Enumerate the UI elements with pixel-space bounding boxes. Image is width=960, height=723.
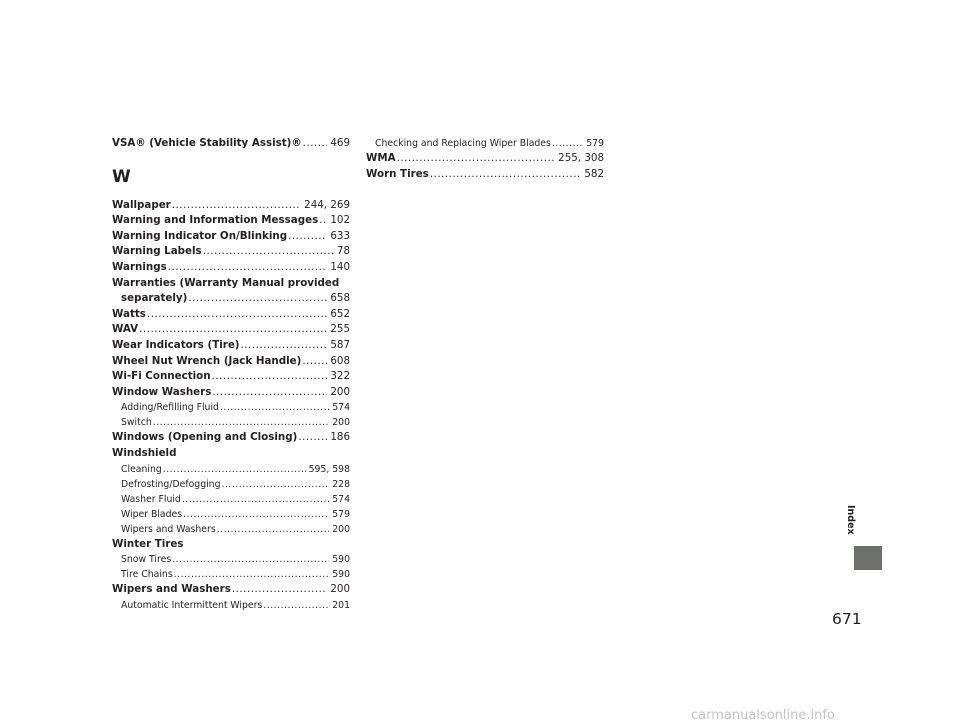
index-subentry <box>112 507 350 522</box>
entry-label: Wear Indicators (Tire) <box>112 338 240 351</box>
index-entry <box>366 167 604 183</box>
index-entry-vsa <box>112 136 350 152</box>
entry-pages: 574 <box>332 402 350 414</box>
index-entry <box>112 430 350 446</box>
entry-label: WAV <box>112 323 139 336</box>
dot-leader <box>183 507 329 522</box>
entry-label: Adding/Refilling Fluid <box>121 402 219 414</box>
dot-leader <box>220 400 329 415</box>
dot-leader <box>221 477 329 492</box>
index-entry-windshield: Windshield <box>112 446 177 459</box>
index-subentry <box>112 400 350 415</box>
dot-leader <box>182 492 329 507</box>
index-column-right <box>366 136 604 182</box>
entry-label: Windows (Opening and Closing) <box>112 431 298 444</box>
entry-label: Worn Tires <box>366 167 429 180</box>
entry-label: Checking and Replacing Wiper Blades <box>375 138 551 149</box>
dot-leader <box>298 430 327 446</box>
dot-leader <box>397 151 556 167</box>
dot-leader <box>303 136 328 152</box>
entry-label: Warning and Information Messages <box>112 214 319 227</box>
entry-label: Warnings <box>112 260 167 273</box>
index-column-left <box>112 136 350 613</box>
index-entry <box>112 369 350 385</box>
index-subentry <box>112 567 350 582</box>
entry-pages: 200 <box>332 417 350 429</box>
dot-leader <box>552 136 583 151</box>
entry-label: separately) <box>121 292 188 305</box>
dot-leader <box>212 369 328 385</box>
index-side-tab[interactable] <box>854 546 882 570</box>
entry-label: VSA® (Vehicle Stability Assist)® <box>112 137 302 149</box>
dot-leader <box>163 462 306 477</box>
dot-leader <box>153 415 330 430</box>
watermark: carmanualsonline.info <box>691 708 835 723</box>
entry-pages: 579 <box>332 508 350 520</box>
dot-leader <box>174 567 330 582</box>
dot-leader <box>263 598 329 613</box>
entry-label: Automatic Intermittent Wipers <box>121 599 263 611</box>
entry-pages: 579 <box>586 138 604 149</box>
entry-label: Wipers and Washers <box>121 523 216 535</box>
entry-label: Tire Chains <box>121 569 173 581</box>
entry-label: Warning Indicator On/Blinking <box>112 229 288 242</box>
entry-pages: 78 <box>336 245 350 258</box>
index-entry <box>112 229 350 245</box>
index-subentry <box>112 522 350 537</box>
index-subentry <box>112 492 350 507</box>
entry-pages: 140 <box>330 260 350 273</box>
index-subentry <box>112 598 350 613</box>
entry-pages: 595, 598 <box>308 463 350 475</box>
index-entry <box>112 385 350 401</box>
index-entry <box>112 244 350 260</box>
entry-label: Window Washers <box>112 385 212 398</box>
index-entry <box>112 338 350 354</box>
entry-pages: 200 <box>332 523 350 535</box>
entry-pages: 244, 269 <box>304 198 350 211</box>
index-entry <box>366 151 604 167</box>
entry-pages: 201 <box>332 599 350 611</box>
entry-pages: 200 <box>330 583 350 596</box>
index-subentry <box>112 552 350 567</box>
entry-label: Wheel Nut Wrench (Jack Handle) <box>112 354 302 367</box>
index-entry <box>112 198 350 214</box>
index-side-tab-label[interactable]: Index <box>845 505 856 535</box>
index-subentry <box>112 462 350 477</box>
entry-pages: 574 <box>332 493 350 505</box>
index-entry <box>112 354 350 370</box>
index-entry <box>112 582 350 598</box>
dot-leader <box>188 291 327 307</box>
index-entry <box>112 260 350 276</box>
dot-leader <box>139 322 327 338</box>
dot-leader <box>319 213 327 229</box>
dot-leader <box>217 522 330 537</box>
entry-pages: 228 <box>332 478 350 490</box>
entry-label: WMA <box>366 152 396 164</box>
entry-label: Wi-Fi Connection <box>112 370 211 383</box>
index-entry <box>112 322 350 338</box>
entry-pages: 255, 308 <box>558 152 604 164</box>
index-entry-warranties-line1: Warranties (Warranty Manual provided <box>112 276 340 289</box>
dot-leader <box>232 582 327 598</box>
dot-leader <box>172 552 329 567</box>
index-entry-warranties-line2 <box>112 291 350 307</box>
entry-label: Wallpaper <box>112 198 171 211</box>
entry-label: Watts <box>112 307 146 320</box>
entry-pages: 200 <box>330 385 350 398</box>
index-entry <box>112 307 350 323</box>
entry-pages: 590 <box>332 554 350 566</box>
dot-leader <box>172 198 301 214</box>
entry-pages: 582 <box>584 167 604 180</box>
dot-leader <box>241 338 328 354</box>
entry-pages: 658 <box>330 292 350 305</box>
entry-label: Snow Tires <box>121 554 172 566</box>
entry-pages: 102 <box>330 214 350 227</box>
index-entry <box>112 213 350 229</box>
entry-pages: 633 <box>330 229 350 242</box>
entry-pages: 652 <box>330 307 350 320</box>
page-number: 671 <box>832 610 862 628</box>
entry-pages: 255 <box>330 323 350 336</box>
dot-leader <box>203 244 334 260</box>
index-entry-winter-tires: Winter Tires <box>112 537 184 550</box>
entry-pages: 590 <box>332 569 350 581</box>
entry-label: Defrosting/Defogging <box>121 478 221 490</box>
entry-label: Wipers and Washers <box>112 583 231 596</box>
dot-leader <box>302 354 327 370</box>
entry-label: Wiper Blades <box>121 508 183 520</box>
entry-pages: 587 <box>330 338 350 351</box>
section-letter: W <box>112 166 131 187</box>
index-subentry <box>112 477 350 492</box>
entry-pages: 469 <box>330 137 350 149</box>
entry-pages: 608 <box>330 354 350 367</box>
dot-leader <box>430 167 582 183</box>
entry-pages: 322 <box>330 370 350 383</box>
dot-leader <box>288 229 327 245</box>
entry-label: Cleaning <box>121 463 162 475</box>
entry-pages: 186 <box>330 431 350 444</box>
index-subentry <box>112 415 350 430</box>
dot-leader <box>168 260 328 276</box>
entry-label: Warning Labels <box>112 245 202 258</box>
dot-leader <box>147 307 327 323</box>
index-subentry <box>366 136 604 151</box>
entry-label: Washer Fluid <box>121 493 181 505</box>
entry-label: Switch <box>121 417 152 429</box>
dot-leader <box>212 385 327 401</box>
